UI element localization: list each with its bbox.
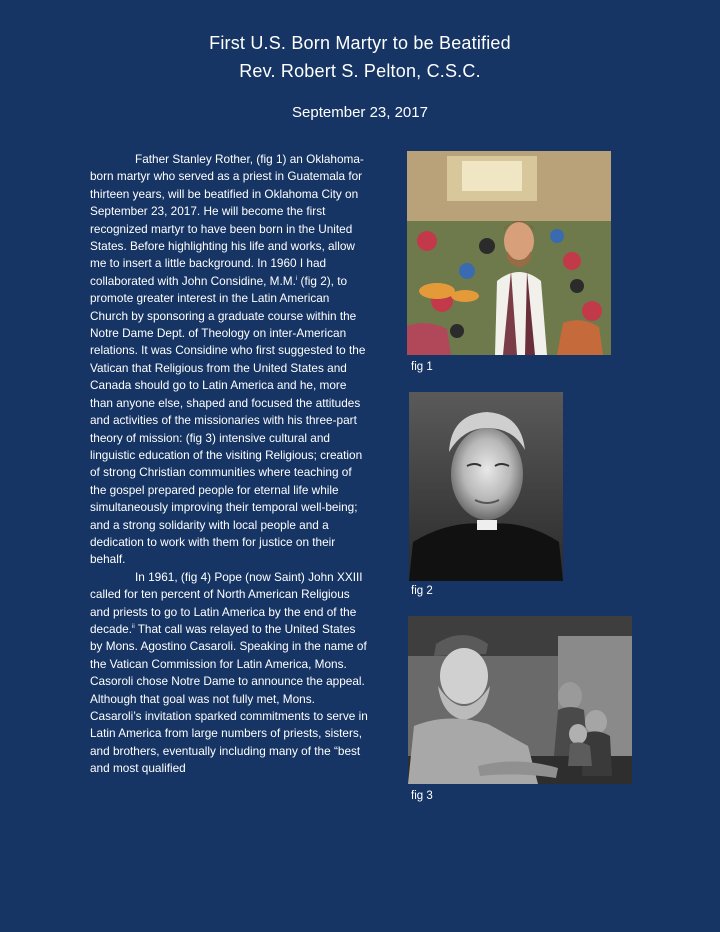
photo-priest-with-children	[408, 616, 632, 784]
figure-caption-3: fig 3	[411, 790, 433, 802]
page-title: First U.S. Born Martyr to be Beatified	[209, 33, 511, 53]
photo-john-considine-portrait	[409, 392, 563, 581]
article-paragraph-1: Father Stanley Rother, (fig 1) an Oklahoma-born martyr who served as a priest in Guatemala for thirteen years, will be beatified in Oklahoma City on September 23, 2017. He will become the first recognized martyr to have been born in the United States. Before highlighting his life and works, allow me to insert a little background. In 1960 I had collaborated with John Considine, M.M.$^i$ (fig 2), to promote greater interest in the Latin American Church by sponsoring a graduate course within the Notre Dame Dept. of Theology on inter-American relations. It was Considine who first suggested to the Vatican that Religious from the United States and Canada should go to Latin America and he, more than anyone else, shaped and focused the attitudes and activities of the missionaries with his three-part theory of mission: (fig 3) intensive cultural and linguistic education of the visiting Religious; creation of strong Christian communities where teaching of the gospel prepared people for eternal life while simultaneously improving their temporal well-being; and a strong solidarity with local people and a dedication to work with them for justice on their behalf.	[90, 152, 366, 567]
photo-stanley-rother-crowd	[407, 151, 611, 355]
endnote-marker-ii[interactable]: ii	[131, 623, 135, 630]
page-subtitle-author: Rev. Robert S. Pelton, C.S.C.	[239, 61, 481, 81]
article-paragraph-2: In 1961, (fig 4) Pope (now Saint) John XXIII called for ten percent of North American Religious and priests to go to Latin America by the end of the decade.$^{ii}$ That call was relayed to the United States by Mons. Agostino Casaroli. Speaking in the name of the Vatican Commission for Latin America, Mons. Casoroli chose Notre Dame to announce the appeal. Although that goal was not fully met, Mons. Casaroli’s invitation sparked commitments to serve in Latin America from large numbers of priests, sisters, and brothers, eventually including many of the “best and most qualified	[90, 569, 368, 776]
article-body	[90, 151, 368, 778]
figure-caption-2: fig 2	[411, 585, 433, 597]
page-date: September 23, 2017	[292, 104, 428, 121]
figure-caption-1: fig 1	[411, 361, 433, 373]
endnote-marker-i[interactable]: i	[295, 275, 298, 282]
